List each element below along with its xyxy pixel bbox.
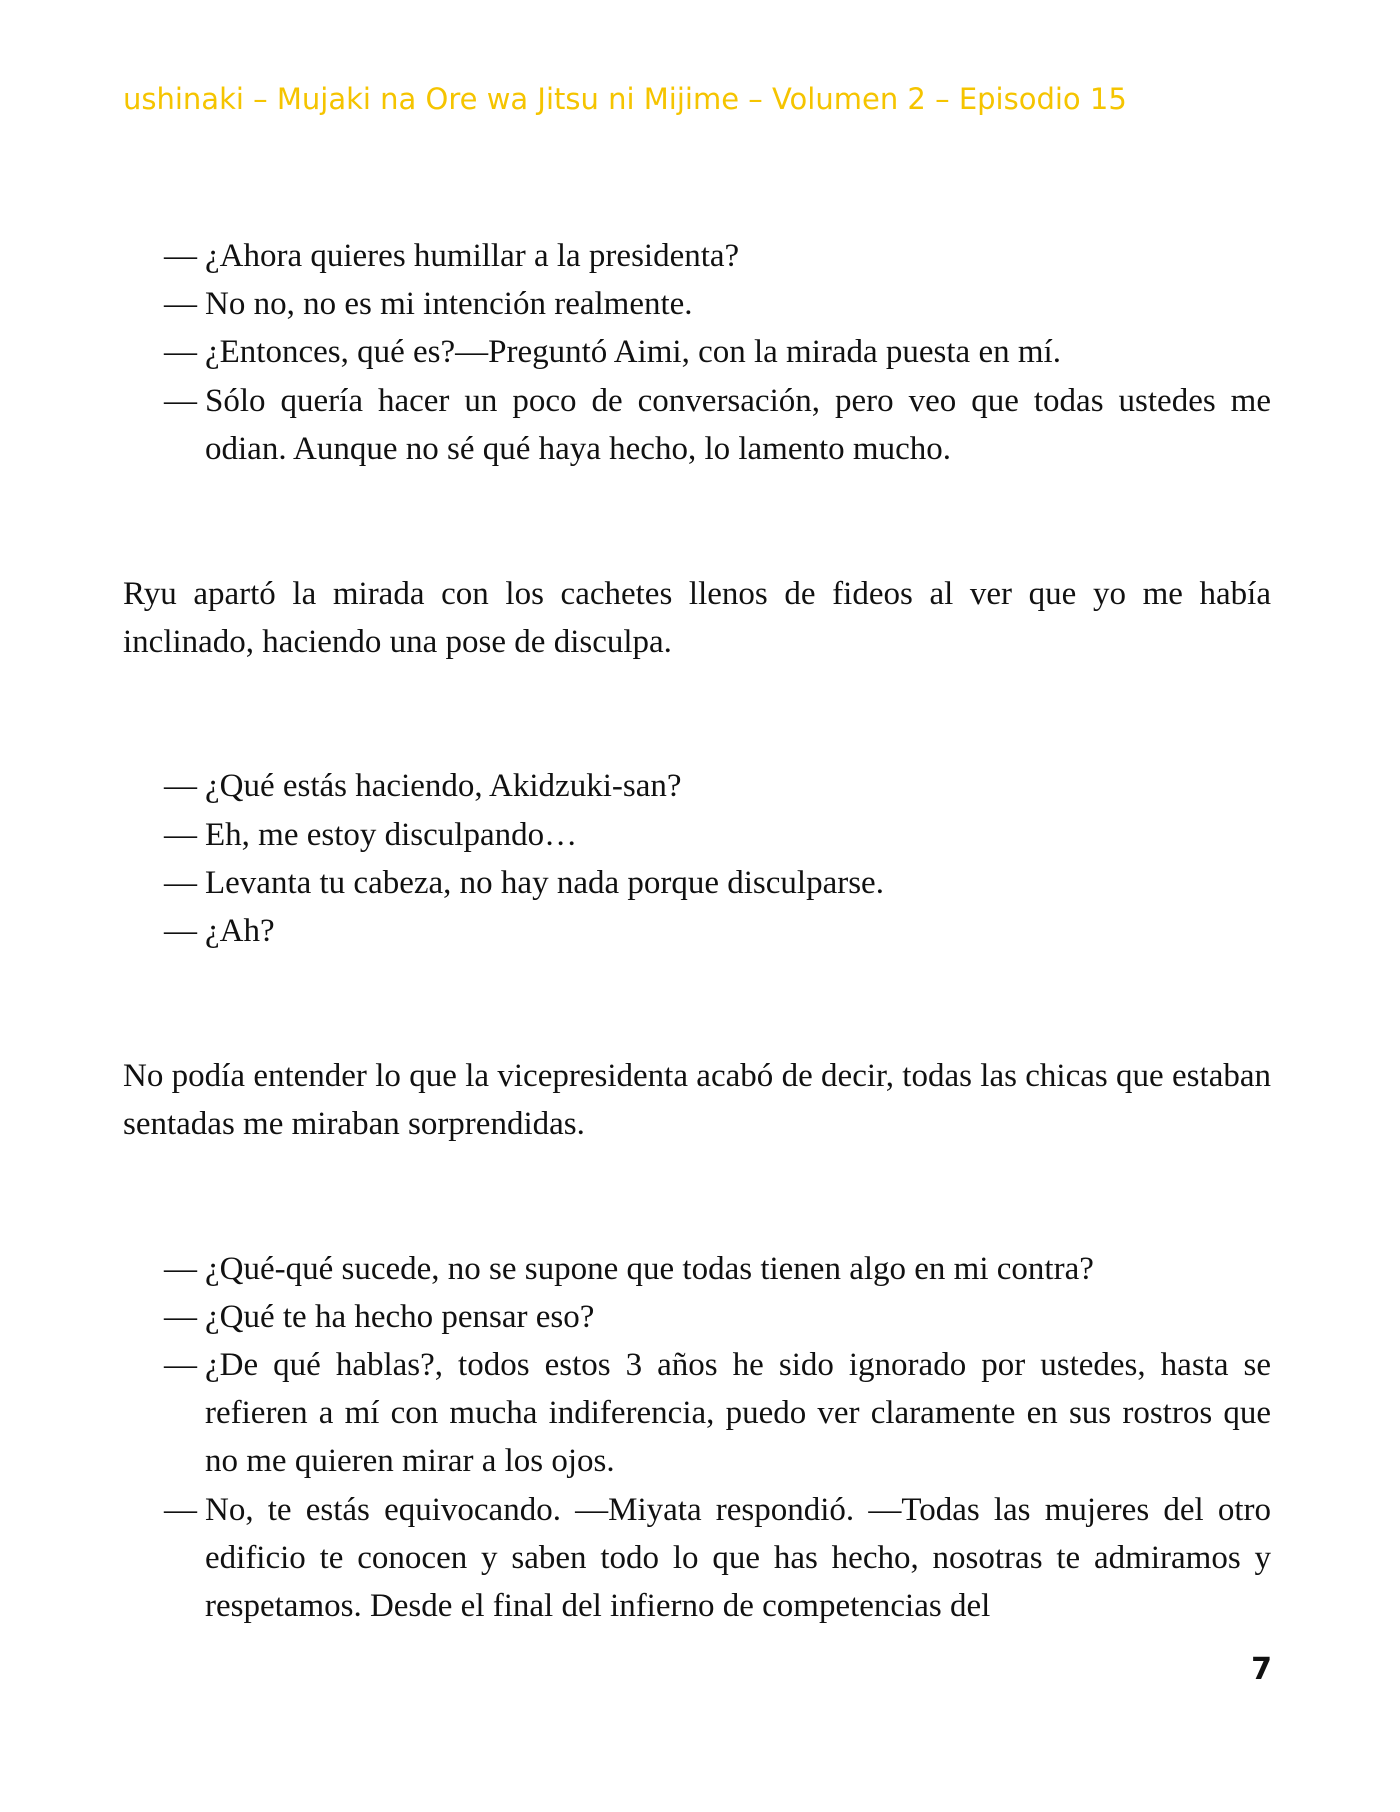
dialog-line (123, 1293, 1271, 1341)
dialog-text: ¿Qué te ha hecho pensar eso? (205, 1298, 595, 1335)
em-dash: — (164, 816, 197, 853)
dialog-text: No, te estás equivocando. —Miyata respondió. —Todas las mujeres del otro edificio te conocen y saben todo lo que has hecho, nosotras te admiramos y respetamos. Desde el final del infierno de competencias del (205, 1491, 1271, 1625)
em-dash: — (164, 1250, 197, 1287)
dialog-line (123, 377, 1271, 473)
dialog-text: ¿Qué estás haciendo, Akidzuki-san? (205, 768, 682, 805)
dialog-block-2 (123, 762, 1271, 955)
em-dash: — (164, 1347, 197, 1384)
dialog-line (123, 1245, 1271, 1293)
dialog-text: Sólo quería hacer un poco de conversación, pero veo que todas ustedes me odian. Aunque no sé qué haya hecho, lo lamento mucho. (205, 382, 1271, 467)
dialog-text: ¿Qué-qué sucede, no se supone que todas tienen algo en mi contra? (205, 1250, 1094, 1287)
dialog-block-3 (123, 1245, 1271, 1631)
em-dash: — (164, 768, 197, 805)
paragraph-gap (123, 666, 1271, 762)
dialog-line (123, 1486, 1271, 1631)
dialog-text: ¿Ahora quieres humillar a la presidenta? (205, 238, 740, 274)
running-header: ushinaki – Mujaki na Ore wa Jitsu ni Mijime – Volumen 2 – Episodio 15 (123, 82, 1127, 116)
narration-paragraph-2: No podía entender lo que la vicepresidenta acabó de decir, todas las chicas que estaban sentadas me miraban sorprendidas. (123, 1058, 1271, 1143)
dialog-text: ¿Entonces, qué es?—Preguntó Aimi, con la mirada puesta en mí. (205, 334, 1061, 371)
em-dash: — (164, 238, 197, 274)
paragraph-gap (123, 955, 1271, 1052)
narration-paragraph-1: Ryu apartó la mirada con los cachetes llenos de fideos al ver que yo me había inclinado, haciendo una pose de disculpa. (123, 576, 1271, 661)
em-dash: — (164, 334, 197, 371)
dialog-text: Levanta tu cabeza, no hay nada porque disculparse. (205, 864, 884, 901)
dialog-line (123, 1341, 1271, 1486)
em-dash: — (164, 1491, 197, 1528)
em-dash: — (164, 382, 197, 419)
dialog-block-1 (123, 232, 1271, 473)
dialog-text: ¿De qué hablas?, todos estos 3 años he sido ignorado por ustedes, hasta se refieren a mí con mucha indiferencia, puedo ver claramente en sus rostros que no me quieren mirar a los ojos. (205, 1347, 1271, 1480)
dialog-line (123, 280, 1271, 328)
dialog-line (123, 907, 1271, 955)
page-number: 7 (1251, 1652, 1272, 1687)
dialog-line (123, 232, 1271, 280)
dialog-text: ¿Ah? (205, 913, 275, 950)
em-dash: — (164, 913, 197, 950)
paragraph-gap (123, 473, 1271, 570)
dialog-text: Eh, me estoy disculpando… (205, 816, 578, 853)
dialog-text: No no, no es mi intención realmente. (205, 286, 693, 323)
em-dash: — (164, 1298, 197, 1335)
page-body (123, 232, 1271, 1630)
em-dash: — (164, 286, 197, 323)
dialog-line (123, 328, 1271, 376)
paragraph-gap (123, 1149, 1271, 1245)
dialog-line (123, 811, 1271, 859)
em-dash: — (164, 864, 197, 901)
dialog-line (123, 859, 1271, 907)
dialog-line (123, 762, 1271, 810)
